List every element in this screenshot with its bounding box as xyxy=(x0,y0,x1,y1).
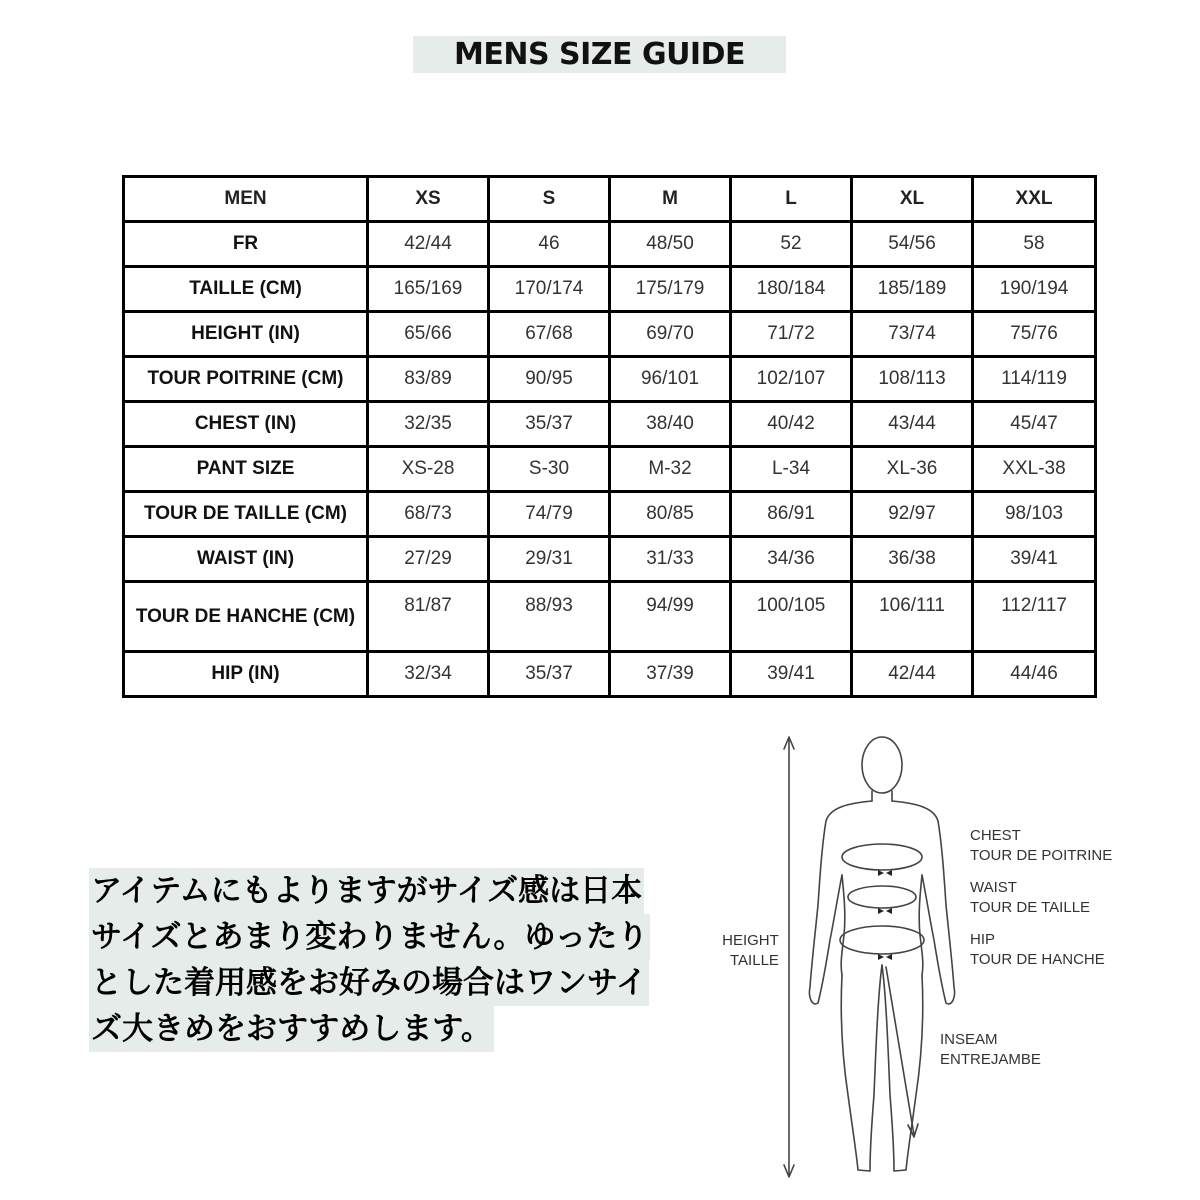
table-cell: 73/74 xyxy=(852,312,973,357)
table-row-fr xyxy=(124,222,1096,267)
row-label: TOUR POITRINE (CM) xyxy=(124,357,368,402)
table-cell: 27/29 xyxy=(368,537,489,582)
row-label: CHEST (IN) xyxy=(124,402,368,447)
table-cell: 42/44 xyxy=(852,652,973,697)
left-torso-outline xyxy=(841,875,845,975)
table-row-hip-in xyxy=(124,652,1096,697)
table-row-height-in xyxy=(124,312,1096,357)
table-cell: 29/31 xyxy=(489,537,610,582)
row-label: HIP (IN) xyxy=(124,652,368,697)
note-line: アイテムにもよりますがサイズ感は日本 xyxy=(89,868,644,914)
header-cell-m: M xyxy=(610,177,731,222)
row-label: TOUR DE TAILLE (CM) xyxy=(124,492,368,537)
chest-label-fr: TOUR DE POITRINE xyxy=(970,847,1113,864)
left-leg-outline xyxy=(841,965,882,1171)
table-cell: 102/107 xyxy=(731,357,852,402)
inseam-arrow-line xyxy=(886,967,914,1135)
table-row-taille-cm xyxy=(124,267,1096,312)
page-title: MENS SIZE GUIDE xyxy=(453,37,745,72)
table-cell: 112/117 xyxy=(973,582,1096,652)
table-cell: 40/42 xyxy=(731,402,852,447)
table-cell: 58 xyxy=(973,222,1096,267)
header-cell-xl: XL xyxy=(852,177,973,222)
table-cell: S-30 xyxy=(489,447,610,492)
table-cell: 190/194 xyxy=(973,267,1096,312)
table-cell: 46 xyxy=(489,222,610,267)
table-cell: 35/37 xyxy=(489,402,610,447)
table-cell: 88/93 xyxy=(489,582,610,652)
table-cell: 185/189 xyxy=(852,267,973,312)
inseam-label-fr: ENTREJAMBE xyxy=(940,1051,1041,1068)
table-cell: 180/184 xyxy=(731,267,852,312)
table-cell: 92/97 xyxy=(852,492,973,537)
table-cell: 32/34 xyxy=(368,652,489,697)
table-cell: 165/169 xyxy=(368,267,489,312)
right-torso-outline xyxy=(919,875,923,975)
height-label-fr: TAILLE xyxy=(730,952,779,969)
header-cell-s: S xyxy=(489,177,610,222)
row-label: PANT SIZE xyxy=(124,447,368,492)
table-row-waist-in xyxy=(124,537,1096,582)
header-cell-l: L xyxy=(731,177,852,222)
hip-label xyxy=(970,930,1105,970)
table-cell: 39/41 xyxy=(973,537,1096,582)
table-cell: 39/41 xyxy=(731,652,852,697)
table-cell: 42/44 xyxy=(368,222,489,267)
table-cell: 43/44 xyxy=(852,402,973,447)
waist-band xyxy=(848,886,916,908)
row-label: TAILLE (CM) xyxy=(124,267,368,312)
measurement-markers xyxy=(878,870,892,960)
inseam-label xyxy=(940,1030,1041,1070)
row-label: FR xyxy=(124,222,368,267)
table-cell: 35/37 xyxy=(489,652,610,697)
waist-label-en: WAIST xyxy=(970,879,1017,896)
size-table xyxy=(122,175,1097,698)
table-cell: 100/105 xyxy=(731,582,852,652)
table-row-tour-de-hanche xyxy=(124,582,1096,652)
hip-label-fr: TOUR DE HANCHE xyxy=(970,951,1105,968)
header-cell-men: MEN xyxy=(124,177,368,222)
table-cell: XL-36 xyxy=(852,447,973,492)
table-cell: 36/38 xyxy=(852,537,973,582)
row-label: WAIST (IN) xyxy=(124,537,368,582)
hip-label-en: HIP xyxy=(970,931,996,948)
table-cell: 65/66 xyxy=(368,312,489,357)
table-cell: 170/174 xyxy=(489,267,610,312)
table-cell: M-32 xyxy=(610,447,731,492)
hip-band xyxy=(840,926,924,954)
body-measurement-figure xyxy=(700,725,1180,1190)
note-line: ズ大きめをおすすめします。 xyxy=(89,1006,494,1052)
table-cell: 44/46 xyxy=(973,652,1096,697)
height-label xyxy=(722,931,779,971)
left-arm-outline xyxy=(809,801,872,1004)
table-cell: 74/79 xyxy=(489,492,610,537)
table-cell: 81/87 xyxy=(368,582,489,652)
table-header-row xyxy=(124,177,1096,222)
height-label-en: HEIGHT xyxy=(722,932,779,949)
table-cell: 98/103 xyxy=(973,492,1096,537)
note-line: サイズとあまり変わりません。ゆったり xyxy=(89,914,650,960)
table-cell: 54/56 xyxy=(852,222,973,267)
table-cell: 90/95 xyxy=(489,357,610,402)
table-cell: 52 xyxy=(731,222,852,267)
table-cell: 75/76 xyxy=(973,312,1096,357)
table-cell: 68/73 xyxy=(368,492,489,537)
table-cell: XXL-38 xyxy=(973,447,1096,492)
table-cell: 80/85 xyxy=(610,492,731,537)
table-cell: 96/101 xyxy=(610,357,731,402)
table-row-pant-size xyxy=(124,447,1096,492)
table-row-chest-in xyxy=(124,402,1096,447)
waist-label-fr: TOUR DE TAILLE xyxy=(970,899,1091,916)
table-cell: 83/89 xyxy=(368,357,489,402)
right-arm-outline xyxy=(892,801,955,1004)
header-cell-xxl: XXL xyxy=(973,177,1096,222)
table-cell: 69/70 xyxy=(610,312,731,357)
table-cell: 32/35 xyxy=(368,402,489,447)
table-cell: 114/119 xyxy=(973,357,1096,402)
inseam-label-en: INSEAM xyxy=(940,1031,998,1048)
table-cell: 108/113 xyxy=(852,357,973,402)
table-cell: XS-28 xyxy=(368,447,489,492)
row-label: HEIGHT (IN) xyxy=(124,312,368,357)
chest-band xyxy=(842,844,922,870)
table-cell: 45/47 xyxy=(973,402,1096,447)
table-cell: 48/50 xyxy=(610,222,731,267)
title-banner xyxy=(413,36,786,73)
head-outline xyxy=(862,737,902,793)
note-line: とした着用感をお好みの場合はワンサイ xyxy=(89,960,649,1006)
table-cell: 106/111 xyxy=(852,582,973,652)
table-cell: 67/68 xyxy=(489,312,610,357)
table-row-tour-poitrine xyxy=(124,357,1096,402)
table-cell: L-34 xyxy=(731,447,852,492)
table-row-tour-de-taille xyxy=(124,492,1096,537)
table-cell: 86/91 xyxy=(731,492,852,537)
row-label: TOUR DE HANCHE (CM) xyxy=(124,582,368,652)
table-cell: 34/36 xyxy=(731,537,852,582)
chest-label-en: CHEST xyxy=(970,827,1021,844)
header-cell-xs: XS xyxy=(368,177,489,222)
table-cell: 71/72 xyxy=(731,312,852,357)
waist-label xyxy=(970,878,1090,918)
table-cell: 37/39 xyxy=(610,652,731,697)
table-cell: 38/40 xyxy=(610,402,731,447)
table-cell: 94/99 xyxy=(610,582,731,652)
table-cell: 31/33 xyxy=(610,537,731,582)
japanese-size-note xyxy=(89,868,689,1052)
chest-label xyxy=(970,826,1112,866)
table-cell: 175/179 xyxy=(610,267,731,312)
